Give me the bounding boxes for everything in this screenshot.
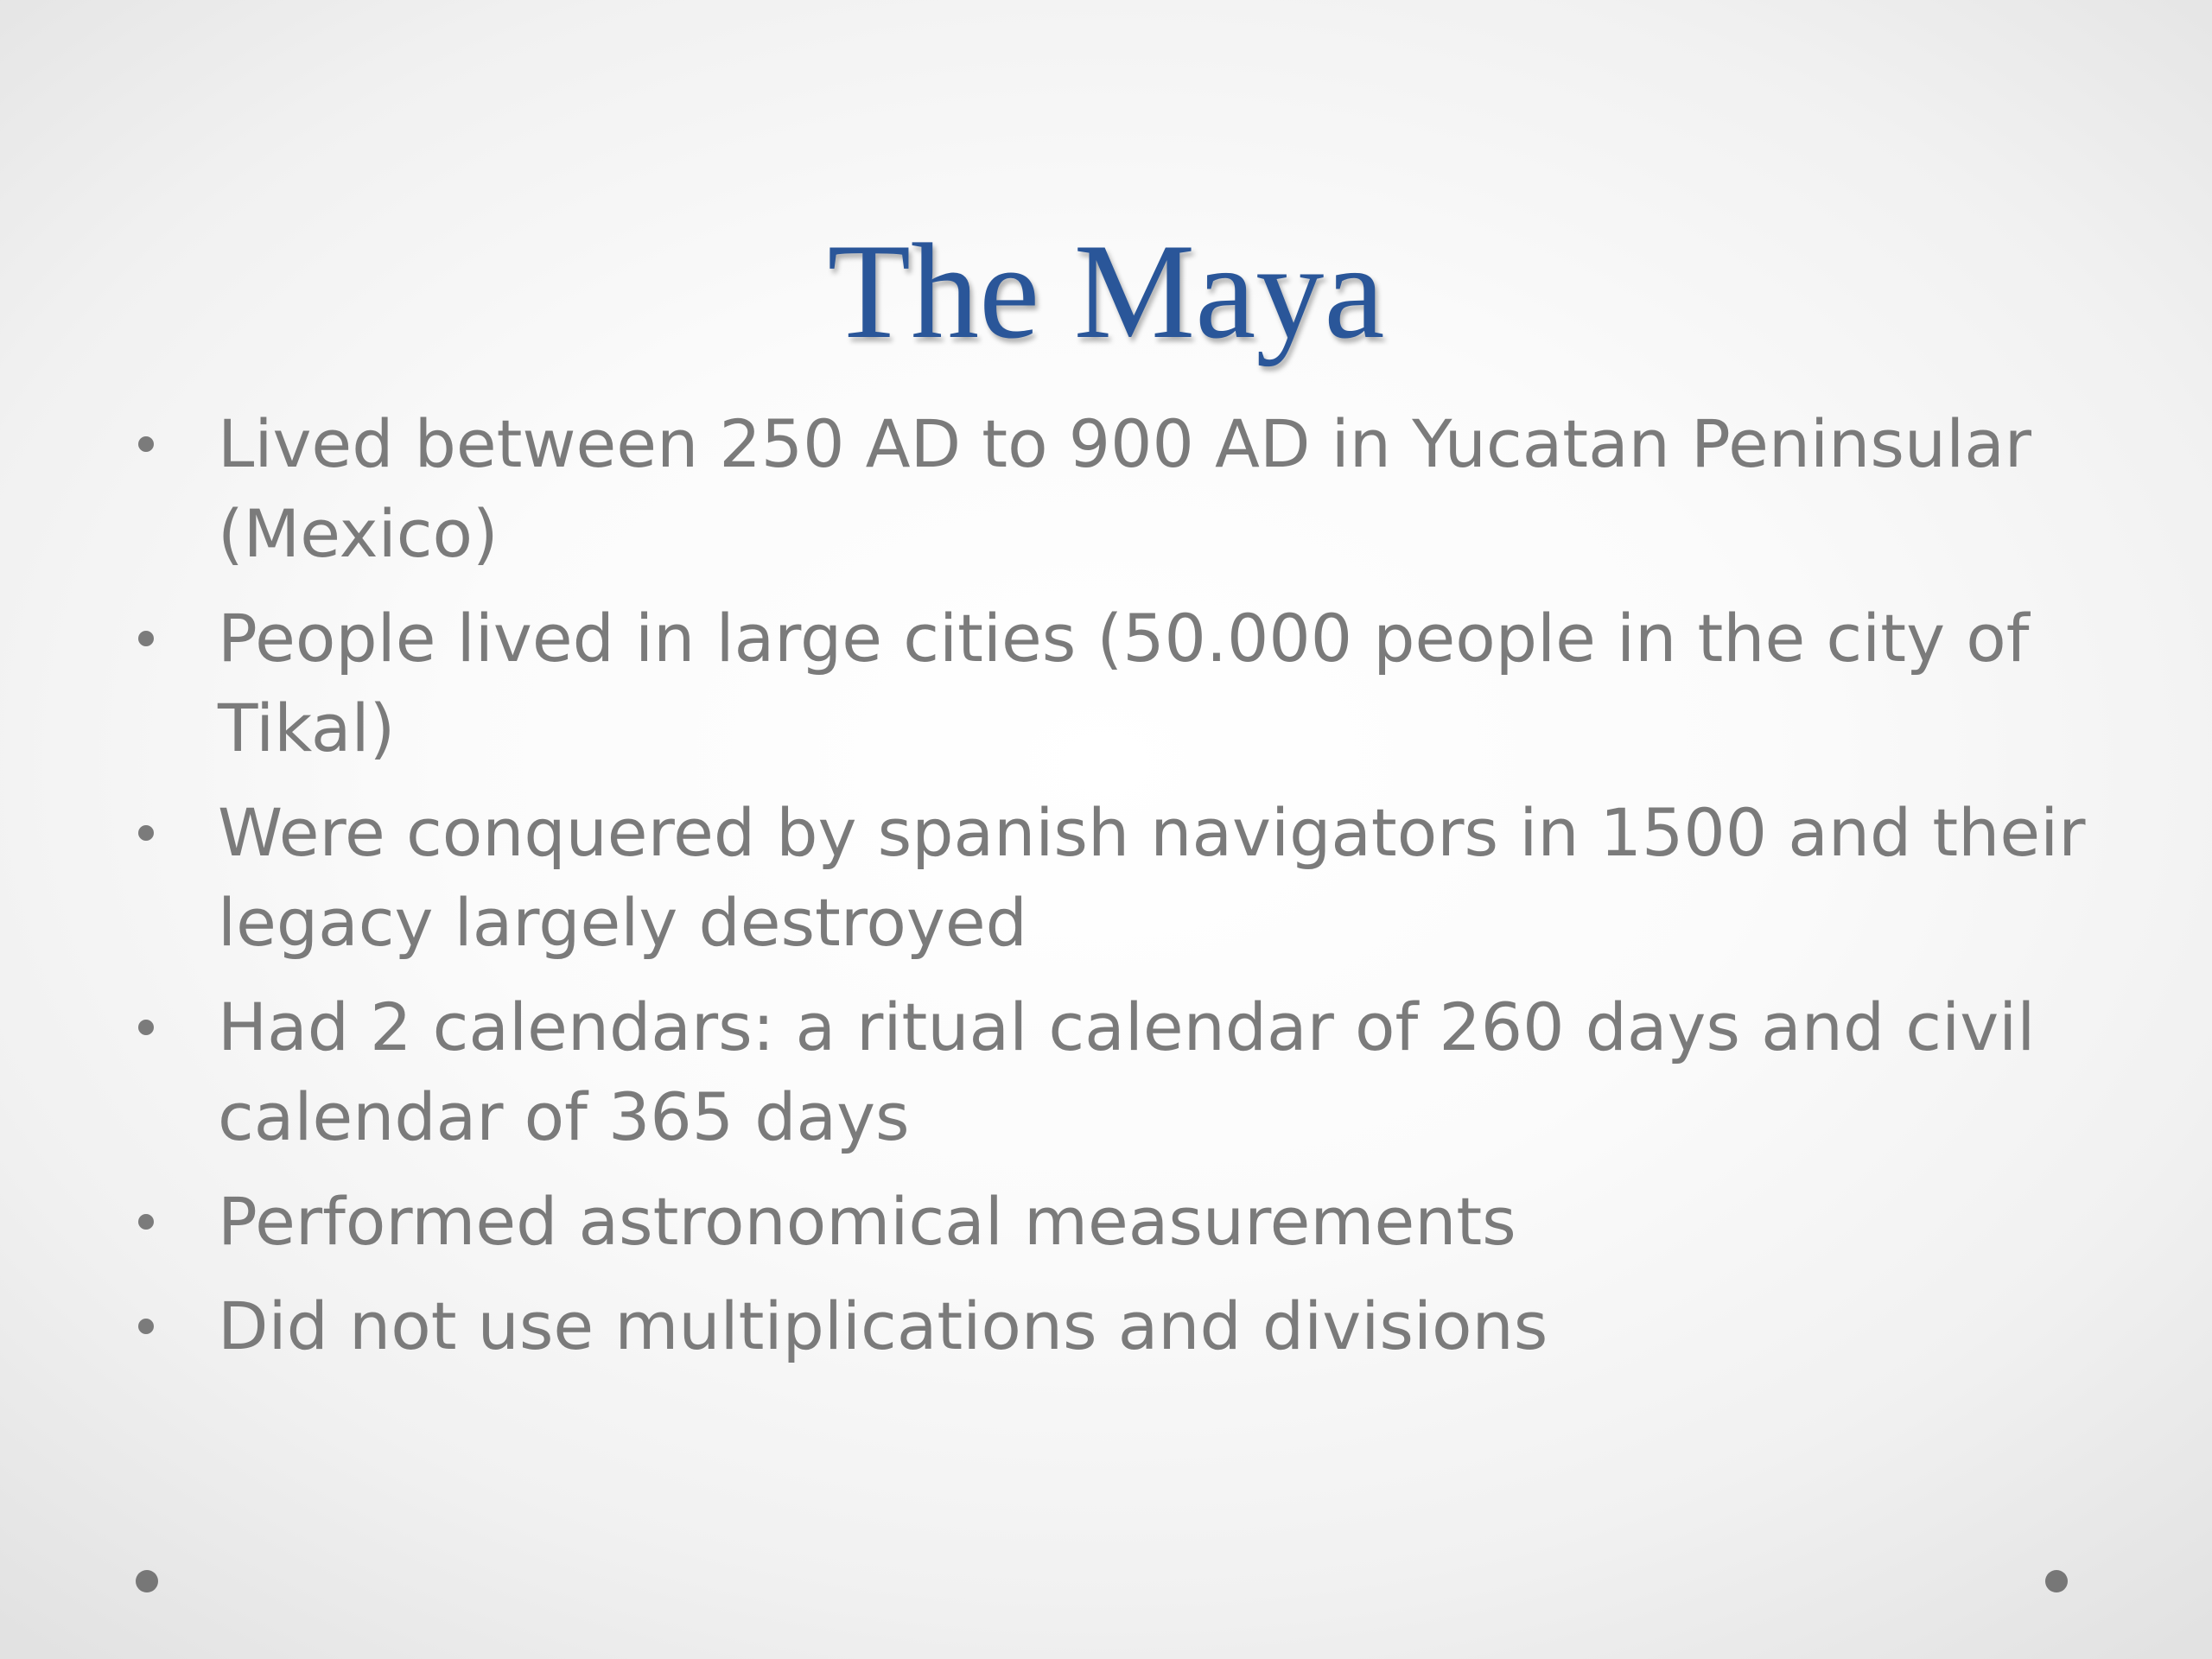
bullet-list bbox=[130, 399, 2108, 1386]
bullet-text: Performed astronomical measurements bbox=[218, 1183, 1516, 1260]
decorative-dot-icon bbox=[2045, 1570, 2068, 1592]
slide-title: The Maya bbox=[827, 216, 1385, 367]
bullet-text: Were conquered by spanish navigators in 1500 and their legacy largely destroyed bbox=[218, 794, 2086, 961]
bullet-item bbox=[130, 982, 2108, 1162]
bullet-dot-icon bbox=[138, 436, 154, 452]
bullet-text: Lived between 250 AD to 900 AD in Yucatan Peninsular (Mexico) bbox=[218, 405, 2032, 572]
bullet-text: Had 2 calendars: a ritual calendar of 260 days and civil calendar of 365 days bbox=[218, 988, 2036, 1155]
decorative-dot-icon bbox=[136, 1570, 158, 1592]
bullet-item bbox=[130, 1281, 2108, 1371]
bullet-text: People lived in large cities (50.000 people in the city of Tikal) bbox=[218, 600, 2030, 766]
bullet-dot-icon bbox=[138, 631, 154, 646]
bullet-dot-icon bbox=[138, 1214, 154, 1230]
bullet-item bbox=[130, 594, 2108, 773]
bullet-dot-icon bbox=[138, 825, 154, 841]
bullet-text: Did not use multiplications and divisions bbox=[218, 1287, 1548, 1364]
bullet-dot-icon bbox=[138, 1319, 154, 1334]
bullet-item bbox=[130, 1177, 2108, 1267]
bullet-item bbox=[130, 399, 2108, 579]
bullet-item bbox=[130, 788, 2108, 968]
bullet-dot-icon bbox=[138, 1020, 154, 1035]
